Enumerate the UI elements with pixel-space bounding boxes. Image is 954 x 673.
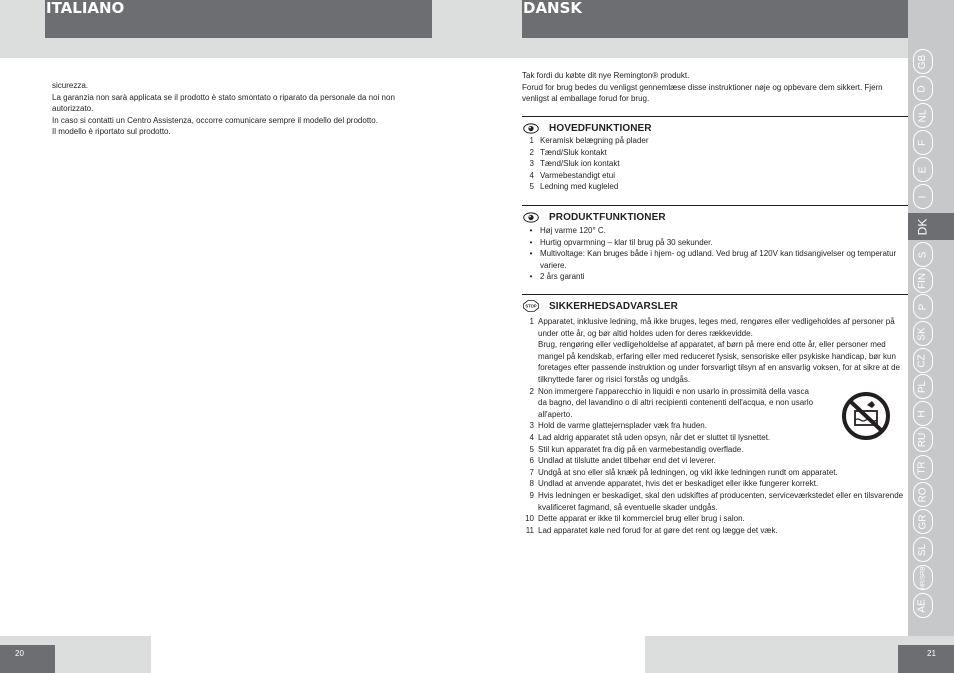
italian-paragraph: In caso si contatti un Centro Assistenza, occorre comunicare sempre il modello del prodotto. (52, 115, 378, 125)
eye-icon (523, 212, 539, 223)
warning-item: 5 Stil kun apparatet fra dig på en varmebestandig overflade. (529, 444, 744, 454)
warning-item: 3 Hold de varme glattejernsplader væk fra huden. (529, 421, 707, 431)
language-tab-dk[interactable]: DK (908, 213, 954, 240)
warning-item: 8 Undlad at anvende apparatet, hvis det er beskadiget eller ikke fungerer korrekt. (529, 479, 819, 489)
warning-item: 6 Undlad at tilslutte andet tilbehør end det vi leverer. (529, 456, 716, 466)
list-item: • Multivoltage: Kan bruges både i hjem- og udland. Ved brug af 120V kan tidsangivelser og temperatur variere. (529, 249, 897, 270)
list-item: 2 Tænd/Sluk kontakt (529, 147, 607, 157)
language-tab-s[interactable]: S (913, 242, 933, 267)
page-number-right: 21 (898, 645, 954, 673)
language-tab-cz[interactable]: CZ (913, 348, 933, 373)
language-tab-gb[interactable]: GB (913, 49, 933, 74)
danish-intro (522, 70, 902, 105)
language-tab-f[interactable]: F (913, 130, 933, 155)
section-title: SIKKERHEDSADVARSLER (549, 300, 678, 312)
language-tab-ro[interactable]: RO (913, 482, 933, 507)
list-item: • 2 års garanti (529, 272, 585, 282)
language-tab-hrsrb[interactable]: HR/SRB (913, 565, 933, 590)
no-bath-icon (841, 391, 891, 441)
section-hovedfunktioner (522, 116, 908, 193)
warning-item: 1 Apparatet, inklusive ledning, må ikke bruges, leges med, rengøres eller vedligeholdes af personer på under otte år, og bør altid holdes uden for deres rækkevidde. (529, 317, 895, 338)
italian-paragraph: sicurezza. (52, 81, 89, 90)
list-item: 1 Keramisk belægning på plader (529, 136, 649, 145)
language-tab-ae[interactable]: AE (913, 593, 933, 618)
list-item: 5 Ledning med kugleled (529, 182, 619, 192)
intro-line: Tak fordi du købte dit nye Remington® produkt. (522, 71, 690, 80)
intro-line: Forud for brug bedes du venligst gennemlæse disse instruktioner nøje og opbevare dem sikkert. Fjern venligst al emballage forud for brug. (522, 82, 883, 104)
language-tab-fin[interactable]: FIN (913, 268, 933, 293)
list-item: • Høj varme 120° C. (529, 226, 606, 235)
list-item: 3 Tænd/Sluk ion kontakt (529, 159, 620, 169)
language-tab-sl[interactable]: SL (913, 537, 933, 562)
italian-paragraph: Il modello è riportato sul prodotto. (52, 127, 171, 137)
italian-paragraph: La garanzia non sarà applicata se il prodotto è stato smontato o riparato da personale da noi non autorizzato. (52, 92, 395, 114)
section-title: PRODUKTFUNKTIONER (549, 211, 666, 223)
language-tab-i[interactable]: I (913, 184, 933, 209)
warning-item: Brug, rengøring eller vedligeholdelse af apparatet, af børn på mere end otte år, eller personer med mangel på kendskab, erfaring eller med reduceret fysisk, sensoriske eller psykiske handicap, bør kun foretages efter passende instruktion og under forsvarligt tilsyn af en ansvarlig voksen, for at sikre at de tilknyttede farer og risici forstås og undgås. (538, 340, 900, 384)
warning-item: 7 Undgå at sno eller slå knæk på ledningen, og vikl ikke ledningen rundt om apparatet. (529, 467, 838, 477)
warning-item: 11 Lad apparatet køle ned forud for at gøre det rent og lægge det væk. (525, 525, 778, 535)
svg-text:STOP: STOP (525, 303, 537, 309)
language-tab-d[interactable]: D (913, 76, 933, 101)
list-item: 4 Varmebestandigt etui (529, 170, 616, 180)
warning-item: 10 Dette apparat er ikke til kommerciel brug eller brug i salon. (525, 514, 745, 524)
list-item: • Hurtig opvarmning – klar til brug på 30 sekunder. (529, 237, 713, 247)
language-tab-p[interactable]: P (913, 294, 933, 319)
section-sikkerhedsadvarsler (522, 294, 908, 315)
language-tab-h[interactable]: H (913, 401, 933, 426)
italian-text (52, 80, 437, 138)
language-tab-gr[interactable]: GR (913, 509, 933, 534)
section-title: HOVEDFUNKTIONER (549, 122, 652, 134)
language-tab-ru[interactable]: RU (913, 427, 933, 452)
header-italiano: ITALIANO (45, 0, 432, 38)
eye-icon (523, 123, 539, 134)
language-tab-sk[interactable]: SK (913, 321, 933, 346)
stop-icon (523, 301, 539, 312)
language-tab-tr[interactable]: TR (913, 455, 933, 480)
warning-item: 9 Hvis ledningen er beskadiget, skal den udskiftes af producenten, serviceværkstedet eller en tilsvarende kvalificeret fagmand, så eventuelle skader undgås. (529, 490, 904, 512)
warning-item: 4 Lad aldrig apparatet stå uden opsyn, når det er sluttet til lysnettet. (529, 432, 771, 442)
section-produktfunktioner (522, 205, 908, 283)
header-dansk: DANSK (522, 0, 908, 38)
warning-item: 2 Non immergere l'apparecchio in liquidi e non usarlo in prossimità della vasca da bagno, del lavandino o di altri recipienti contenenti dell'acqua, e non usarlo all'aperto. (529, 386, 814, 419)
language-tab-e[interactable]: E (913, 157, 933, 182)
language-tab-pl[interactable]: PL (913, 374, 933, 399)
page-number-left: 20 (0, 645, 55, 673)
language-tab-nl[interactable]: NL (913, 103, 933, 128)
